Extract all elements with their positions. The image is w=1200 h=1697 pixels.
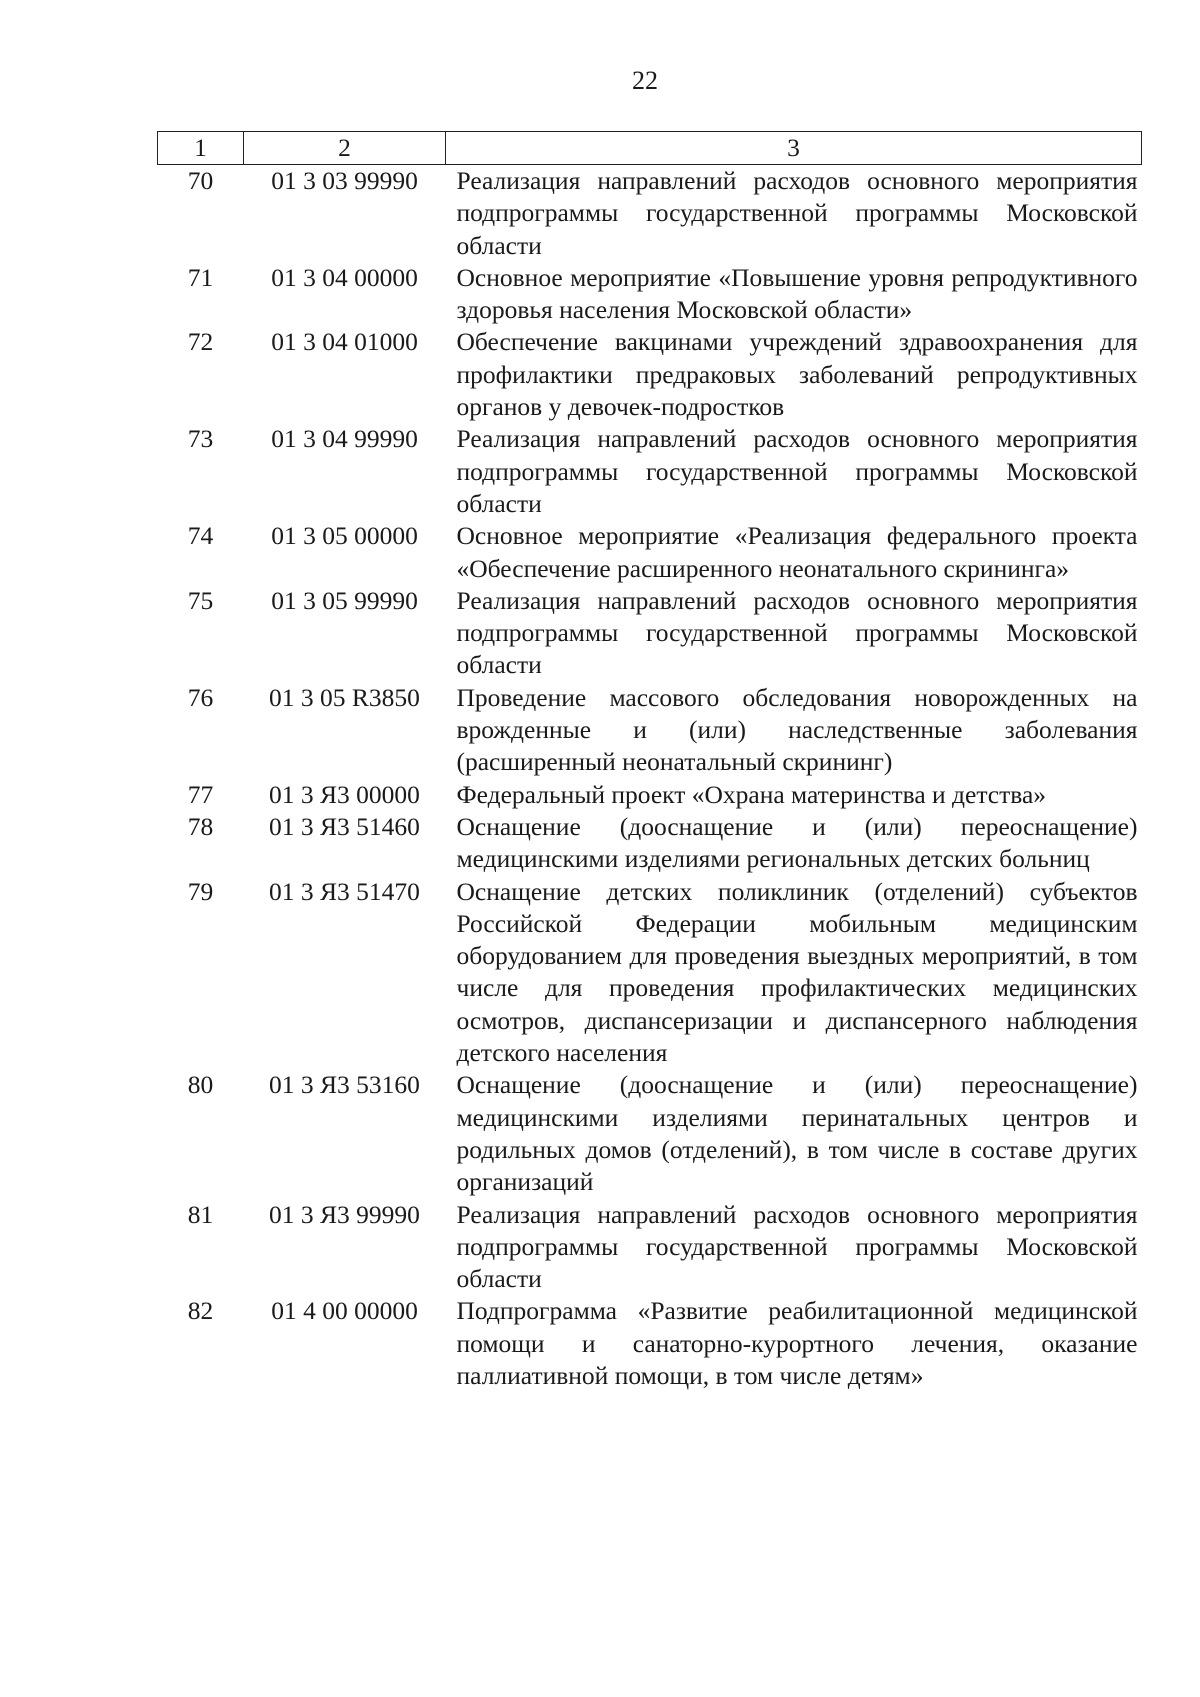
row-code: 01 3 05 R3850 (269, 682, 420, 712)
row-code: 01 3 05 99990 (271, 585, 418, 615)
table-row (158, 779, 1142, 811)
table-row (158, 682, 1142, 779)
row-number: 73 (187, 424, 214, 454)
table-row (158, 876, 1142, 1070)
row-description: Проведение массового обследования новорожденных на врожденные и (или) наследственные заболевания (расширенный неонатальный скрининг) (456, 682, 1138, 777)
row-number: 75 (187, 585, 214, 615)
row-code: 01 3 04 99990 (271, 424, 418, 454)
table-row (158, 1069, 1142, 1198)
header-row (158, 132, 1142, 165)
column-header-3: 3 (446, 132, 1142, 165)
row-code: 01 3 Я3 00000 (269, 779, 420, 809)
row-number: 70 (187, 166, 214, 195)
row-code: 01 3 03 99990 (271, 166, 418, 195)
row-code: 01 3 Я3 51460 (269, 811, 420, 841)
table-row (158, 1295, 1142, 1392)
row-description: Реализация направлений расходов основного мероприятия подпрограммы государственной программы Московской области (456, 1199, 1138, 1294)
row-description: Оснащение детских поликлиник (отделений) субъектов Российской Федерации мобильным медицинским оборудованием для проведения выездных мероприятий, в том числе для проведения профилактических медицинских осмотров, диспансеризации и диспансерного наблюдения детского населения (456, 876, 1138, 1068)
row-number: 79 (187, 876, 214, 906)
row-number: 76 (187, 682, 214, 712)
row-code: 01 3 04 00000 (271, 262, 418, 292)
row-number: 71 (187, 262, 214, 292)
row-code: 01 3 05 00000 (271, 521, 418, 551)
table-body (158, 165, 1142, 1393)
row-description: Подпрограмма «Развитие реабилитационной медицинской помощи и санаторно-курортного лечения, оказание паллиативной помощи, в том числе детям» (456, 1296, 1138, 1390)
row-number: 80 (187, 1070, 214, 1100)
column-header-1: 1 (158, 132, 244, 165)
table-row (158, 585, 1142, 682)
row-description: Федеральный проект «Охрана материнства и детства» (456, 779, 1047, 809)
row-number: 77 (187, 779, 214, 809)
row-code: 01 3 Я3 51470 (269, 876, 420, 906)
table-row (158, 520, 1142, 585)
table-row (158, 1199, 1142, 1296)
row-code: 01 3 04 01000 (271, 327, 418, 357)
table-row (158, 165, 1142, 262)
row-description: Основное мероприятие «Реализация федерального проекта «Обеспечение расширенного неонатального скрининга» (456, 521, 1138, 583)
row-number: 72 (187, 327, 214, 357)
table-row (158, 262, 1142, 327)
row-number: 78 (187, 811, 214, 841)
row-code: 01 3 Я3 99990 (269, 1199, 420, 1229)
table-row (158, 811, 1142, 876)
row-number: 82 (187, 1296, 214, 1326)
row-description: Оснащение (дооснащение и (или) переоснащение) медицинскими изделиями перинатальных центров и родильных домов (отделений), в том числе в составе других организаций (456, 1070, 1138, 1197)
row-description: Обеспечение вакцинами учреждений здравоохранения для профилактики предраковых заболеваний репродуктивных органов у девочек-подростков (456, 327, 1138, 422)
column-header-2: 2 (244, 132, 446, 165)
table-row (158, 423, 1142, 520)
row-description: Оснащение (дооснащение и (или) переоснащение) медицинскими изделиями региональных детских больниц (456, 811, 1138, 874)
row-description: Реализация направлений расходов основного мероприятия подпрограммы государственной программы Московской области (456, 585, 1138, 680)
table-header (158, 132, 1142, 165)
row-code: 01 3 Я3 53160 (269, 1070, 420, 1100)
row-description: Реализация направлений расходов основного мероприятия подпрограммы государственной программы Московской области (456, 424, 1138, 518)
budget-code-table (157, 131, 1142, 1392)
page-number: 22 (632, 66, 658, 95)
row-description: Реализация направлений расходов основного мероприятия подпрограммы государственной программы Московской области (456, 166, 1138, 260)
table-row (158, 326, 1142, 423)
row-number: 74 (187, 521, 214, 551)
row-code: 01 4 00 00000 (271, 1296, 418, 1326)
row-description: Основное мероприятие «Повышение уровня репродуктивного здоровья населения Московской области» (456, 262, 1138, 325)
row-number: 81 (187, 1199, 214, 1229)
